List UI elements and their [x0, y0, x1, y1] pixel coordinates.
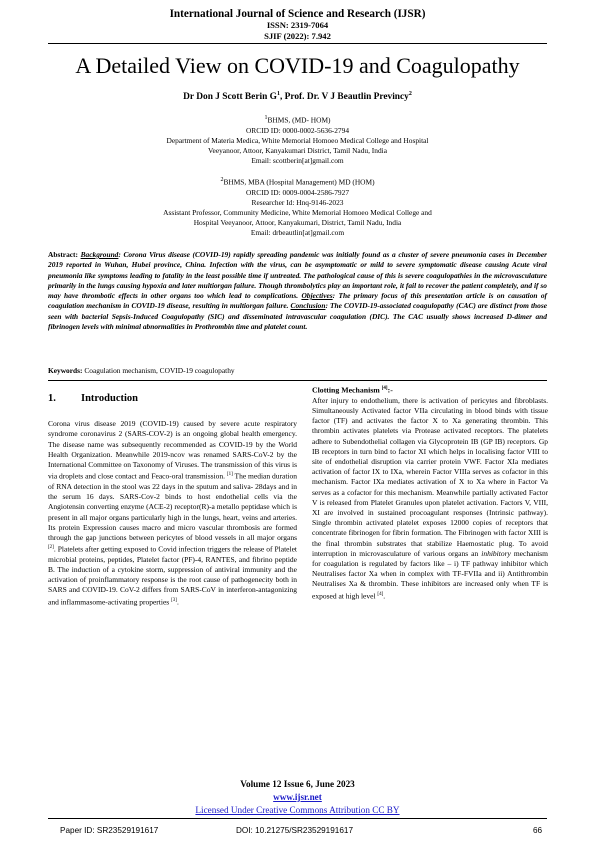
footer-issue: Volume 12 Issue 6, June 2023 [240, 779, 355, 789]
intro-ref-2: [2] [48, 545, 54, 551]
issn: ISSN: 2319-7064 [266, 20, 329, 30]
abstract [48, 250, 547, 332]
conclusion-label: Conclusion [290, 301, 326, 311]
aff1-dept: Department of Materia Medica, White Memorial Homoeo Medical College and Hospital [166, 135, 429, 145]
keywords-text: Coagulation mechanism, COVID-19 coagulopathy [82, 366, 235, 375]
aff1-address: Veeyanoor, Attoor, Kanyakumari District, Tamil Nadu, India [208, 146, 387, 156]
footer-license-link[interactable]: Licensed Under Creative Commons Attribution CC BY [195, 805, 400, 815]
aff1-degree-text: BHMS, (MD- HOM) [267, 115, 331, 125]
clotting-p1c: . [383, 591, 386, 601]
author-separator: , [279, 92, 285, 103]
author-1-sup: 1 [276, 91, 280, 97]
aff2-researcher-id: Researcher Id: Hnq-9146-2023 [251, 197, 344, 207]
journal-name: International Journal of Science and Research (IJSR) [169, 8, 426, 20]
paper-title: A Detailed View on COVID-19 and Coagulopathy [75, 53, 520, 78]
aff2-position: Assistant Professor, Community Medicine, White Memorial Homoeo Medical College and [163, 208, 432, 218]
aff1-degree [0, 113, 595, 126]
aff2-orcid: ORCID ID: 0009-0004-2586-7927 [245, 187, 350, 197]
intro-number: 1. [48, 393, 56, 404]
aff2-degree-text: BHMS, MBA (Hospital Management) MD (HOM) [223, 177, 375, 187]
intro-p1c: . Platelets after getting exposed to Covid infection triggers the release of Platelet microbial proteins, peptides, Platelet factor (PF)-4, RANTES, and fibrino peptide B. The induction of a cytokine storm, suppression of antiviral immunity and the activation of proinflammatory response is the root cause of pathogenecity both in SARS and COVID-19. CoV-2 differs from SARS-CoV in interferon-antagonizing and inflammasome-activating properties [48, 544, 297, 607]
intro-ref-1: [1] [226, 472, 233, 478]
clotting-heading-colon: :- [387, 385, 393, 395]
intro-heading [48, 394, 297, 404]
intro-heading-text: Introduction [81, 393, 138, 404]
clotting-ref-end: [4] [377, 591, 384, 597]
background-label: Background [80, 250, 119, 259]
footer-site-link[interactable]: www.ijsr.net [273, 792, 322, 802]
aff2-email: Email: drbeautlin[at]gmail.com [250, 228, 345, 238]
clotting-paragraph [312, 396, 548, 602]
aff1-orcid: ORCID ID: 0000-0002-5636-2794 [245, 125, 350, 135]
clotting-heading-ref: [4] [381, 386, 388, 391]
clotting-heading [312, 384, 548, 396]
footer-rule [48, 818, 547, 819]
author-2-sup: 2 [408, 91, 412, 97]
keywords [48, 366, 547, 375]
conclusion-text: : The COVID-19-associated coagulopathy (CAC) are distinct from those seen with bacterial Sepsis-Induced Coagulopathy (SIC) and disseminated intravascular coagulation (DIC). The CAC usually shows increased D-dimer and fibrinogen levels with minimal abnormalities in Prothrombin time and platelet count. [48, 301, 547, 331]
right-column [312, 384, 548, 601]
intro-paragraph [48, 419, 297, 607]
paper-id: Paper ID: SR23529191617 [60, 826, 159, 835]
intro-p1: Corona virus disease 2019 (COVID-19) caused by severe acute respiratory syndrome coronavirus 2 (SARS-COV-2) is an ongoing global health emergency. The disease name was subsequently recommended as COVID-19 by the World Health Organization. Meanwhile 2019-ncov was renamed SARS-CoV-2 by the International Committee on Taxonomy of Viruses. The transmission of this virus is via droplets and close contact and Feaco-oral transmission. [48, 419, 297, 481]
doi: DOI: 10.21275/SR23529191617 [236, 826, 353, 835]
intro-ref-3: [3] [171, 597, 177, 603]
affiliation-1 [0, 113, 595, 166]
keywords-label: Keywords: [48, 366, 83, 375]
clotting-p1b: mechanism for coagulation is regulated by factors like – i) TF pathway inhibitor which Neutralises factor Xa when in complex with TF-FVIIa and ii) Antithrombin Neutralises Xa & thrombin. These inhibitors are increased only when TF is exposed at high level [312, 548, 548, 601]
aff2-degree [0, 175, 595, 188]
aff2-address: Hospital Veeyanoor, Attoor, Kanyakumari, District, Tamil Nadu, India [193, 218, 402, 228]
page-number: 66 [533, 826, 543, 835]
author-2: Prof. Dr. V J Beautlin Previncy [284, 92, 409, 103]
objectives-label: Objectives [301, 291, 333, 300]
background-text: : Corona Virus disease (COVID-19) rapidly spreading pandemic was initially found as a cluster of severe pneumonia cases in December 2019 reported in Wuhan, Hubei province, China. Infection with the virus, can be asymptomatic or mild to severe symptomatic disease causing Acute viral pneumonia like symptoms leading to fatality in the least possible time if untreated. The pathological cause of this is severe coagulopathies in the microvasculature primarily in the lungs causing hypoxia and later multiorgan failure. Though thrombolytics play an important role, it fail to recover the patient completely, and if so may have thrombotic effects in other organs too which lead to complications. [48, 250, 547, 300]
intro-p1b: The median duration of RNA detection in the stool was 22 days in the sputum and saliva- 28days and in the serum 16 days. SARS-Cov-2 binds to host endothelial cells via the Angiotensin converting enzyme (ACE-2) receptor(R)-a metallo peptidase which is present in all major organs particularly high in the lungs, heart, veins and arteries. Its protein Expression causes macro and micro vascular thrombosis are formed through the gap junctions between pericytes of blood vessels in all major organs [48, 471, 298, 542]
abstract-label: Abstract: [48, 250, 78, 259]
clotting-p1: After injury to endothelium, there is activation of pericytes and fibroblasts. Simultaneously Activated factor VIIa circulating in blood binds with tissue factor (TF) and activates the factor X to Xa generating thrombin. This thrombin activates platelets via Protease activated receptors. The platelets adhere to Subendothelial collagen via Glycoprotein IB (GP IB) receptors. Gp IB receptors in turn bind to factor XI which helps in localising factor VIII to site of endothelial disruption via carrier protein VWF. Factor XIa mediates activation of factor IX to IXa, wherein Factor VIIIa serves as cofactor in this mechanism. Factor IXa mediates activation of X to Xa where in Factor Va serves as a cofactor for this mechanism. Meanwhile partially activated Factor V is released from Platelet Granules upon platelet activation. Factors V, VIII, XI are involved in sustained procoagulant responses (Intrinsic pathway). Single thrombin activated platelet exposes 12000 copies of receptors that concentrate fibrinogen for fibrin formation. The Fibrinogen with factor XIII is the final thrombin substrates that stabilize Haemostatic plug. To avoid interruption in microvasculature of various organs an [312, 395, 548, 558]
author-line [0, 91, 595, 102]
objectives-text: : The primary focus of this presentation article is on causation of coagulation mechanism in COVID-19 disease, resulting in multiorgan failure. [48, 291, 548, 311]
left-column [48, 394, 297, 607]
aff1-sup: 1 [264, 115, 268, 121]
author-1: Dr Don J Scott Berin G [183, 92, 277, 103]
clotting-inhibitory: inhibitory [481, 548, 511, 558]
aff1-email: Email: scottberin[at]gmail.com [251, 156, 344, 166]
sjif: SJIF (2022): 7.942 [264, 31, 331, 41]
header-rule [48, 43, 547, 44]
abstract-rule [48, 380, 547, 381]
aff2-sup: 2 [220, 177, 224, 183]
clotting-heading-text: Clotting Mechanism [312, 385, 380, 395]
intro-p1d: . [176, 597, 179, 607]
affiliation-2 [0, 175, 595, 239]
